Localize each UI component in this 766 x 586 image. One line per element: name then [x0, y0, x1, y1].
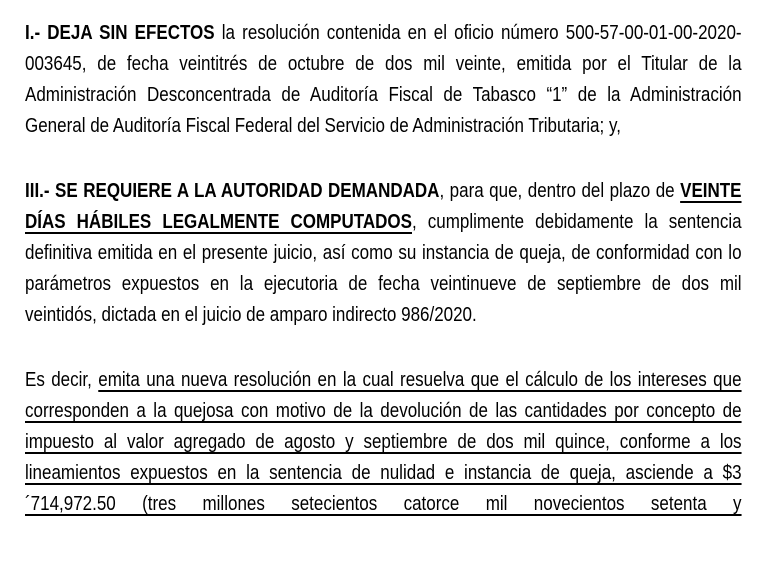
paragraph-2-mid: , para que, dentro del plazo de: [439, 180, 681, 202]
paragraph-2-bold-underline-phrase: VEINTE DÍAS HÁBILES LEGALMENTE COMPUTADOS: [25, 180, 742, 233]
paragraph-resolutive-1: [25, 18, 742, 142]
paragraph-resolutive-3: [25, 176, 742, 331]
paragraph-1-bold-lead: I.- DEJA SIN EFECTOS: [25, 22, 215, 44]
paragraph-es-decir: [25, 365, 742, 520]
document-text-block: [25, 18, 742, 520]
paragraph-3-underlined-passage: emita una nueva resolución en la cual resuelva que el cálculo de los intereses que corresponden a la quejosa con motivo de la devolución de las cantidades por concepto de impuesto al valor agregado de agosto y septiembre de dos mil quince, conforme a los lineamientos expuestos en la sentencia de nulidad e instancia de queja, asciende a $3´714,972.50 (tres millones setecientos catorce mil novecientos setenta y: [25, 369, 742, 515]
paragraph-1-body: la resolución contenida en el oficio número 500-57-00-01-00-2020-003645, de fecha veintitrés de octubre de dos mil veinte, emitida por el Titular de la Administración Desconcentrada de Auditoría Fiscal de Tabasco “1” de la Administración General de Auditoría Fiscal Federal del Servicio de Administración Tributaria; y,: [25, 22, 742, 137]
paragraph-2-bold-lead: III.- SE REQUIERE A LA AUTORIDAD DEMANDADA: [25, 180, 440, 202]
paragraph-3-lead: Es decir,: [25, 369, 99, 391]
paragraph-2-body: , cumplimente debidamente la sentencia definitiva emitida en el presente juicio, así como su instancia de queja, de conformidad con lo parámetros expuestos en la ejecutoria de fecha veintinueve de septiembre de dos mil veintidós, dictada en el juicio de amparo indirecto 986/2020.: [25, 211, 742, 326]
